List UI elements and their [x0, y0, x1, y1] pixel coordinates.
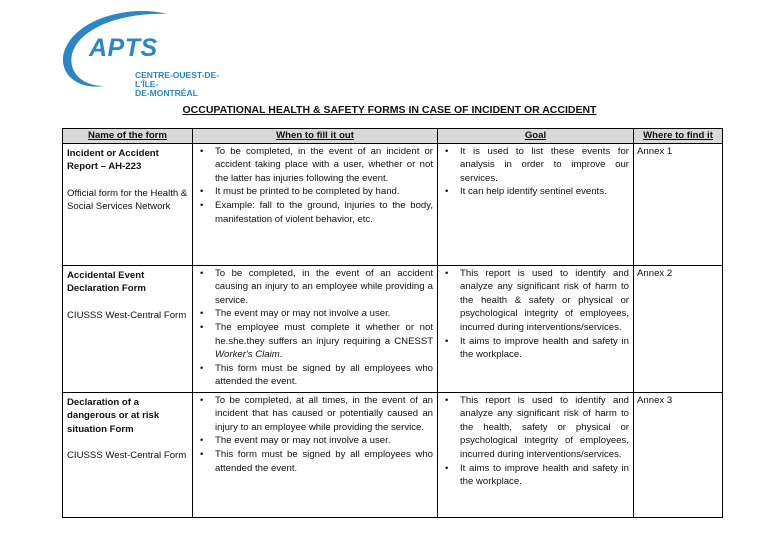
list-item: • The employee must complete it whether or not he.she.they suffers an injury requiring a CNESST Worker's Claim. — [215, 321, 433, 362]
form-org: CIUSSS West-Central Form — [67, 309, 187, 321]
form-name: Declaration of a dangerous or at risk situation Form — [67, 396, 160, 435]
header-when: When to fill it out — [193, 129, 438, 144]
page-title: OCCUPATIONAL HEALTH & SAFETY FORMS IN CASE OF INCIDENT OR ACCIDENT — [182, 104, 597, 116]
goal-cell — [438, 265, 634, 392]
list-item: • To be completed, at all times, in the event of an incident that has caused or potentially caused an injury to an employee while providing the service. — [215, 394, 433, 435]
form-name-cell — [63, 265, 193, 392]
forms-table — [62, 128, 723, 518]
header-goal: Goal — [438, 129, 634, 144]
list-item: • To be completed, in the event of an accident causing an injury to an employee while providing a service. — [215, 267, 433, 308]
list-item: • It aims to improve health and safety in the workplace. — [460, 462, 629, 489]
logo-subtitle — [135, 71, 225, 98]
when-cell — [193, 265, 438, 392]
goal-cell — [438, 392, 634, 517]
form-name: Accidental Event Declaration Form — [67, 269, 146, 295]
list-item-text: The employee must complete it whether or not he.she.they suffers an injury requiring a CNESST — [215, 321, 433, 347]
list-item: • To be completed, in the event of an incident or accident taking place with a user, whether or not the latter has injuries following the event. — [215, 145, 433, 186]
form-name: Incident or Accident Report – AH-223 — [67, 147, 159, 173]
table-row — [63, 143, 723, 265]
form-name-cell — [63, 143, 193, 265]
form-org: CIUSSS West-Central Form — [67, 450, 187, 462]
list-item: • This form must be signed by all employees who attended the event. — [215, 362, 433, 389]
when-cell — [193, 143, 438, 265]
list-item: • Example: fall to the ground, injuries to the body, manifestation of violent behavior, etc. — [215, 199, 433, 226]
where-cell: Annex 3 — [634, 392, 723, 517]
header-where: Where to find it — [634, 129, 723, 144]
apts-logo — [56, 8, 220, 98]
when-cell — [193, 392, 438, 517]
form-org: Official form for the Health & Social Services Network — [67, 187, 188, 213]
logo-subtitle-line2: DE-MONTRÉAL — [135, 88, 198, 98]
workers-claim-text: Worker's Claim — [215, 349, 280, 361]
where-cell: Annex 1 — [634, 143, 723, 265]
table-header-row — [63, 129, 723, 144]
logo-subtitle-line1: CENTRE-OUEST-DE-L'ÎLE- — [135, 70, 220, 89]
list-item: • This form must be signed by all employees who attended the event. — [215, 448, 433, 475]
table-row — [63, 265, 723, 392]
list-item: • It is used to list these events for analysis in order to improve our services. — [460, 145, 629, 186]
form-name-cell — [63, 392, 193, 517]
header-name: Name of the form — [63, 129, 193, 144]
list-item: • It can help identify sentinel events. — [460, 185, 629, 199]
list-item: • The event may or may not involve a user. — [215, 307, 433, 321]
list-item: • It aims to improve health and safety in the workplace. — [460, 335, 629, 362]
logo-name: APTS — [89, 34, 158, 62]
list-item: • The event may or may not involve a user. — [215, 434, 433, 448]
list-item: • This report is used to identify and analyze any significant risk of harm to the health & safety or physical or psychological integrity of employees, incurred during interventions/services. — [460, 267, 629, 335]
list-item: • It must be printed to be completed by hand. — [215, 185, 433, 199]
goal-cell — [438, 143, 634, 265]
where-cell: Annex 2 — [634, 265, 723, 392]
table-row — [63, 392, 723, 517]
list-item: • This report is used to identify and analyze any significant risk of harm to the health, safety or physical or psychological integrity of employees, incurred during interventions/services. — [460, 394, 629, 462]
